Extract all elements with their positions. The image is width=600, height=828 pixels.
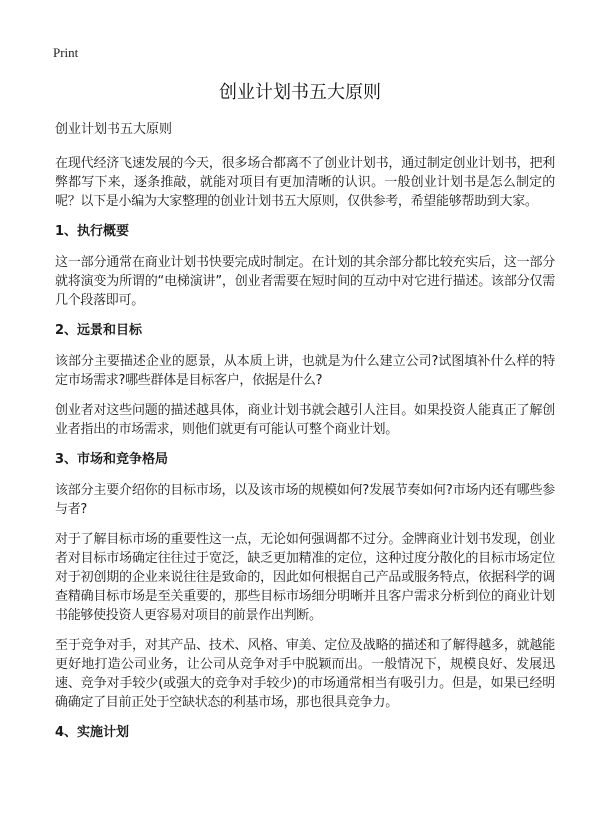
document-body [55,121,555,754]
paragraph: 这一部分通常在商业计划书快要完成时制定。在计划的其余部分都比较充实后，这一部分就将演变为所谓的“电梯演讲”，创业者需要在短时间的互动中对它进行描述。该部分仅需几个段落即可。 [55,255,555,308]
section-heading: 1、执行概要 [55,224,130,239]
document-title: 创业计划书五大原则 [219,82,381,103]
subtitle: 创业计划书五大原则 [55,122,173,137]
paragraph: 该部分主要介绍你的目标市场，以及该市场的规模如何?发展节奏如何?市场内还有哪些参与者? [55,483,555,517]
paragraph: 该部分主要描述企业的愿景，从本质上讲，也就是为什么建立公司?试图填补什么样的特定市场需求?哪些群体是目标客户，依据是什么? [55,354,555,388]
section-heading: 2、远景和目标 [55,323,143,338]
section-heading: 3、市场和竞争格局 [55,452,169,467]
print-link[interactable]: Print [53,45,79,60]
paragraph: 至于竞争对手，对其产品、技术、风格、审美、定位及战略的描述和了解得越多，就越能更好地打造公司业务，让公司从竞争对手中脱颖而出。一般情况下，规模良好、发展迅速、竞争对手较少(或强大的竞争对手较少)的市场通常相当有吸引力。但是，如果已经明确确定了目前正处于空缺状态的利基市场，那也很具竞争力。 [55,638,555,710]
paragraph: 创业者对这些问题的描述越具体，商业计划书就会越引人注目。如果投资人能真正了解创业者指出的市场需求，则他们就更有可能认可整个商业计划。 [55,403,555,437]
intro-paragraph: 在现代经济飞速发展的今天，很多场合都离不了创业计划书，通过制定创业计划书，把利弊都写下来，逐条推敲，就能对项目有更加清晰的认识。一般创业计划书是怎么制定的呢？以下是小编为大家整理的创业计划书五大原则，仅供参考，希望能够帮助到大家。 [55,156,555,209]
section-heading: 4、实施计划 [55,725,130,740]
paragraph: 对于了解目标市场的重要性这一点，无论如何强调都不过分。金牌商业计划书发现，创业者对目标市场确定往往过于宽泛，缺乏更加精准的定位，这种过度分散化的目标市场定位对于初创期的企业来说往往是致命的，因此如何根据自己产品或服务特点，依据科学的调查精确目标市场是至关重要的，那些目标市场细分明晰并且客户需求分析到位的商业计划书能够使投资人更容易对项目的前景作出判断。 [55,532,555,623]
